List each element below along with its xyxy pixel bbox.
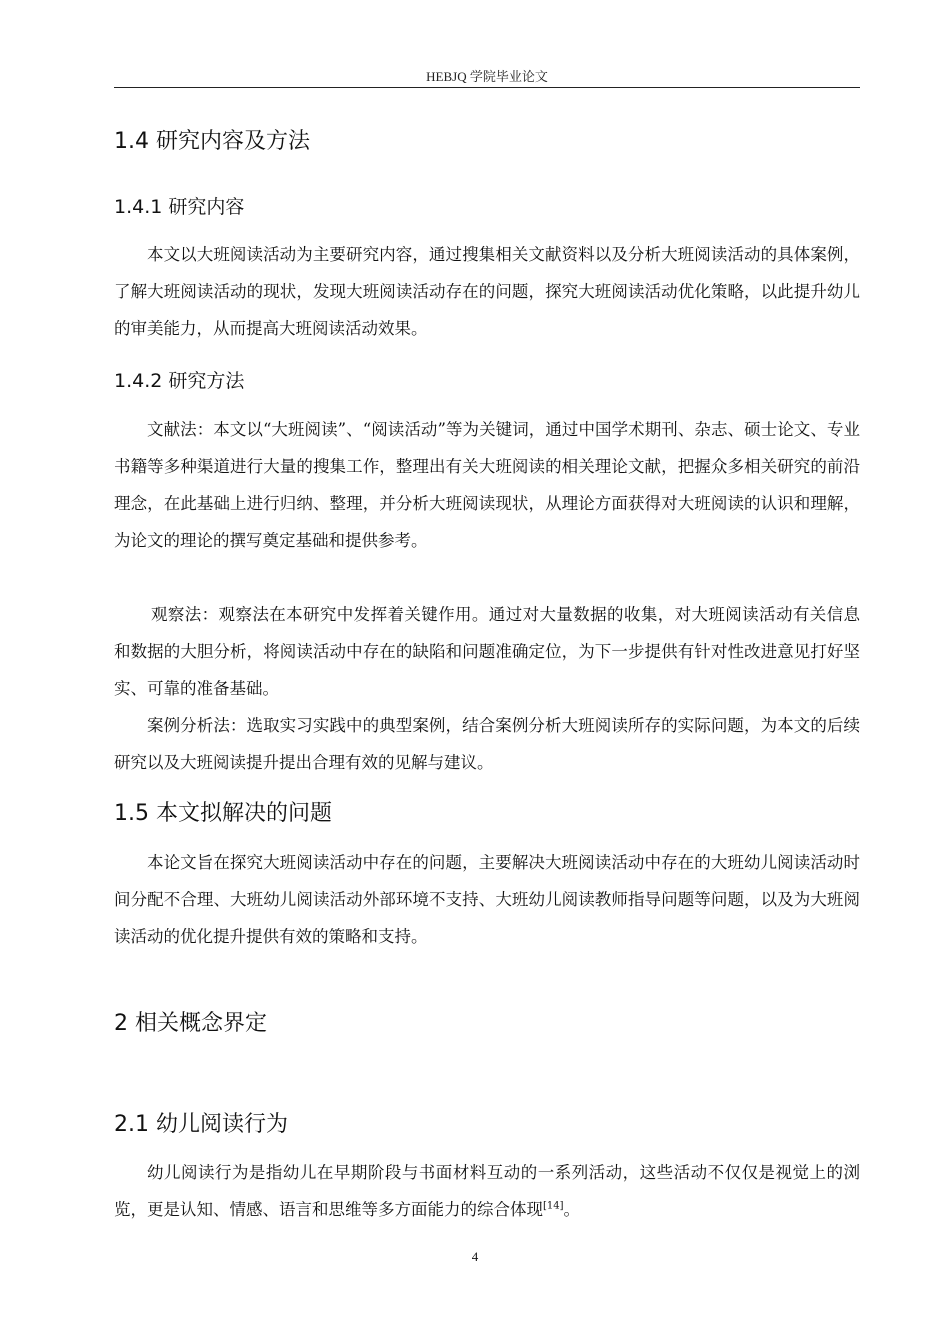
- paragraph-observation-method: 观察法：观察法在本研究中发挥着关键作用。通过对大量数据的收集，对大班阅读活动有关信息和数据的大胆分析，将阅读活动中存在的缺陷和问题准确定位，为下一步提供有针对性改进意见打好坚实、可靠的准备基础。: [114, 605, 860, 698]
- heading-1-4: 1.4 研究内容及方法: [114, 129, 310, 154]
- heading-1-4-1: 1.4.1 研究内容: [114, 196, 245, 218]
- header-rule: [114, 87, 860, 88]
- heading-2-1: 2.1 幼儿阅读行为: [114, 1112, 288, 1137]
- paragraph-reading-behavior: [114, 1154, 860, 1228]
- page-number: 4: [471, 1249, 479, 1264]
- paragraph-literature-method: 文献法：本文以“大班阅读”、“阅读活动”等为关键词，通过中国学术期刊、杂志、硕士论文、专业书籍等多种渠道进行大量的搜集工作，整理出有关大班阅读的相关理论文献，把握众多相关研究的前沿理念，在此基础上进行归纳、整理，并分析大班阅读现状，从理论方面获得对大班阅读的认识和理解，为论文的理论的撰写奠定基础和提供参考。: [114, 420, 860, 550]
- heading-1-5: 1.5 本文拟解决的问题: [114, 801, 332, 826]
- heading-2: 2 相关概念界定: [114, 1011, 267, 1036]
- paragraph-case-method: 案例分析法：选取实习实践中的典型案例，结合案例分析大班阅读所存的实际问题，为本文的后续研究以及大班阅读提升提出合理有效的见解与建议。: [114, 716, 860, 772]
- paragraph-reading-behavior-text: 幼儿阅读行为是指幼儿在早期阶段与书面材料互动的一系列活动，这些活动不仅仅是视觉上的浏览，更是认知、情感、语言和思维等多方面能力的综合体现: [114, 1163, 860, 1219]
- running-header: HEBJQ 学院毕业论文: [426, 69, 548, 84]
- paragraph-reading-behavior-end: 。: [563, 1200, 581, 1219]
- heading-1-4-2: 1.4.2 研究方法: [114, 370, 245, 392]
- citation-14: [14]: [543, 1200, 564, 1212]
- paragraph-research-content: 本文以大班阅读活动为主要研究内容，通过搜集相关文献资料以及分析大班阅读活动的具体案例，了解大班阅读活动的现状，发现大班阅读活动存在的问题，探究大班阅读活动优化策略，以此提升幼儿的审美能力，从而提高大班阅读活动效果。: [114, 245, 860, 338]
- paragraph-problems: 本论文旨在探究大班阅读活动中存在的问题，主要解决大班阅读活动中存在的大班幼儿阅读活动时间分配不合理、大班幼儿阅读活动外部环境不支持、大班幼儿阅读教师指导问题等问题，以及为大班阅读活动的优化提升提供有效的策略和支持。: [114, 853, 860, 946]
